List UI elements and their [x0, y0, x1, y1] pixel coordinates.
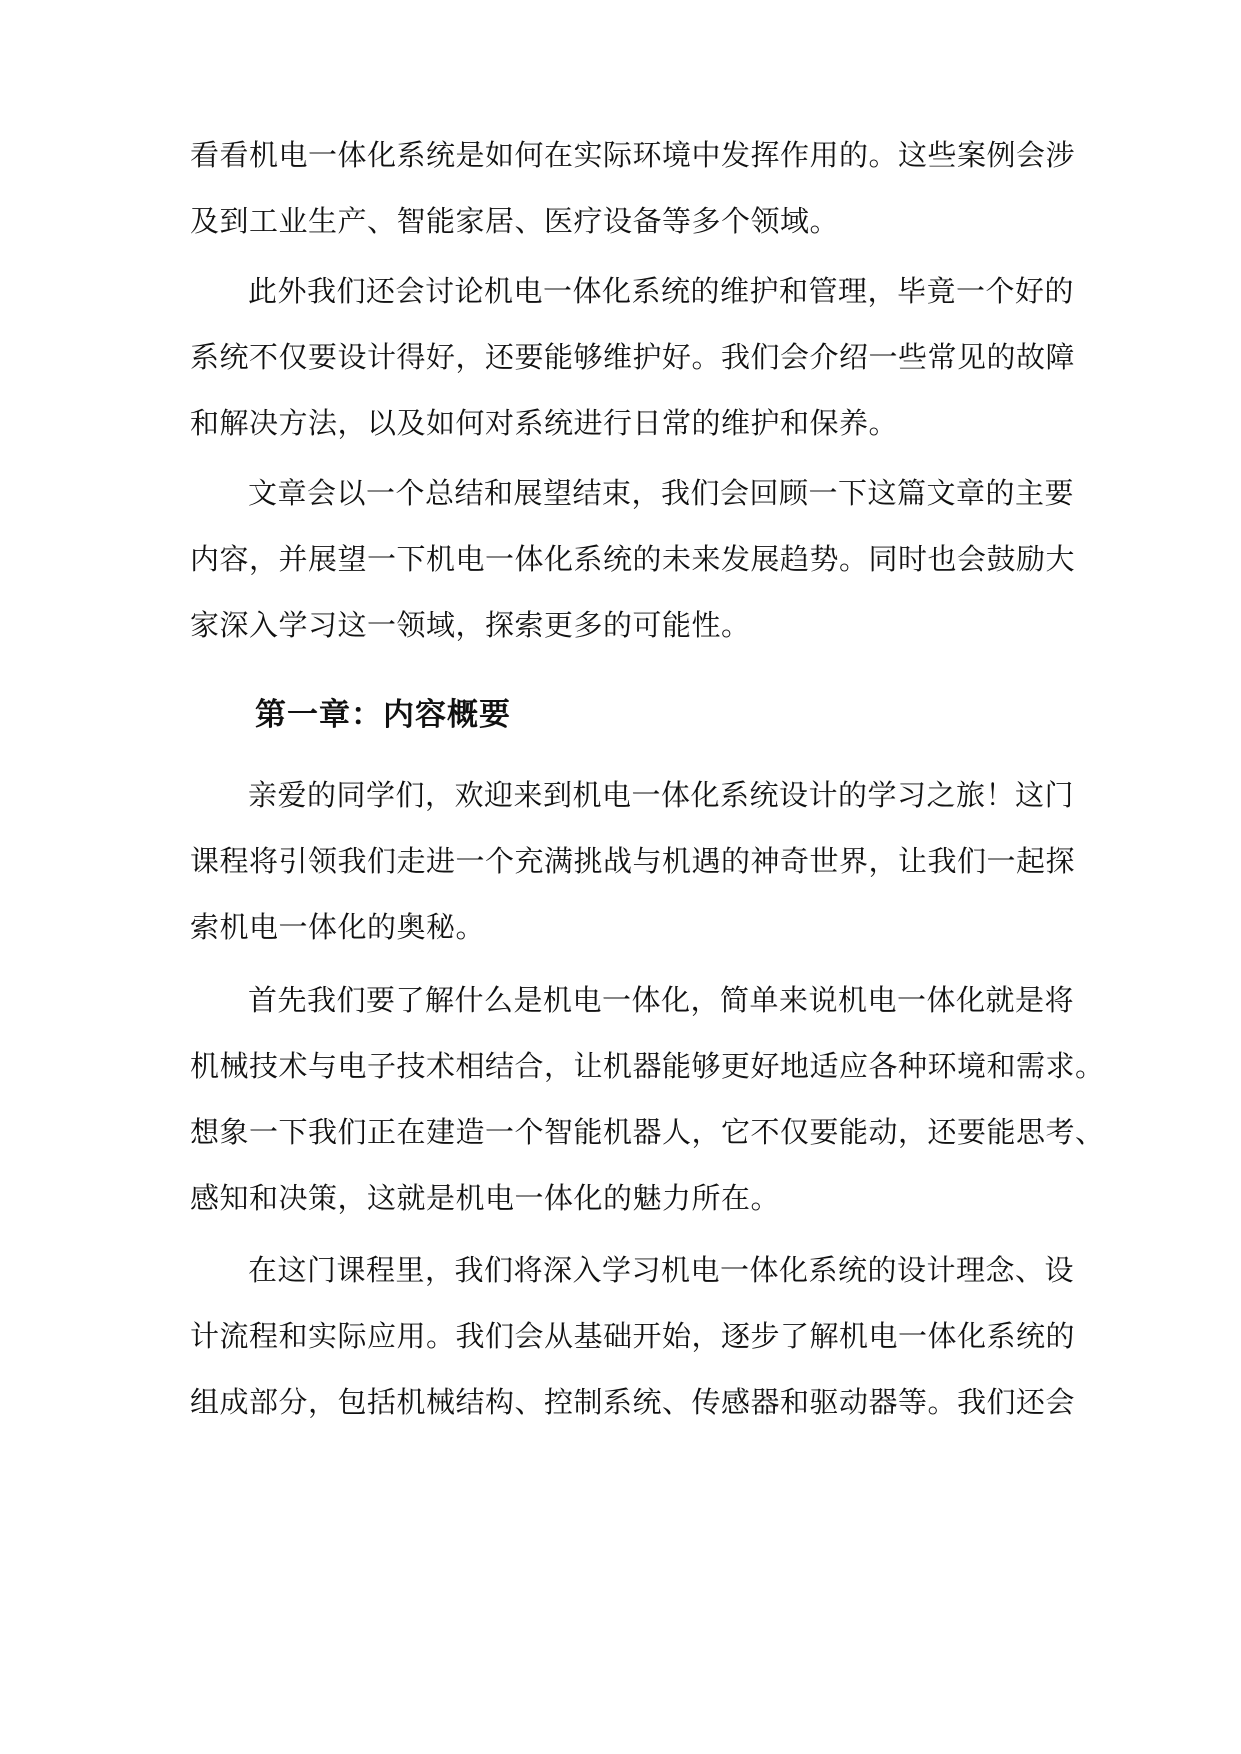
body-text-line: 家深入学习这一领域，探索更多的可能性。 [190, 608, 751, 642]
body-text-line: 课程将引领我们走进一个充满挑战与机遇的神奇世界，让我们一起探 [190, 844, 1076, 878]
body-text-line: 首先我们要了解什么是机电一体化，简单来说机电一体化就是将 [248, 983, 1075, 1017]
body-text-line: 在这门课程里，我们将深入学习机电一体化系统的设计理念、设 [248, 1253, 1075, 1287]
body-text-line: 看看机电一体化系统是如何在实际环境中发挥作用的。这些案例会涉 [190, 138, 1076, 172]
body-text-line: 此外我们还会讨论机电一体化系统的维护和管理，毕竟一个好的 [248, 274, 1075, 308]
body-text-line: 机械技术与电子技术相结合，让机器能够更好地适应各种环境和需求。 [190, 1049, 1105, 1083]
body-text-line: 想象一下我们正在建造一个智能机器人，它不仅要能动，还要能思考、 [190, 1115, 1105, 1149]
body-text-line: 和解决方法，以及如何对系统进行日常的维护和保养。 [190, 406, 899, 440]
body-text-line: 内容，并展望一下机电一体化系统的未来发展趋势。同时也会鼓励大 [190, 542, 1076, 576]
body-text-line: 组成部分，包括机械结构、控制系统、传感器和驱动器等。我们还会 [190, 1385, 1076, 1419]
body-text-line: 及到工业生产、智能家居、医疗设备等多个领域。 [190, 204, 840, 238]
body-text-line: 索机电一体化的奥秘。 [190, 910, 486, 944]
body-text-line: 感知和决策，这就是机电一体化的魅力所在。 [190, 1181, 781, 1215]
body-text-line: 亲爱的同学们，欢迎来到机电一体化系统设计的学习之旅！这门 [248, 778, 1075, 812]
body-text-line: 计流程和实际应用。我们会从基础开始，逐步了解机电一体化系统的 [190, 1319, 1076, 1353]
body-text-line: 系统不仅要设计得好，还要能够维护好。我们会介绍一些常见的故障 [190, 340, 1076, 374]
chapter-heading: 第一章：内容概要 [255, 697, 511, 733]
body-text-line: 文章会以一个总结和展望结束，我们会回顾一下这篇文章的主要 [248, 476, 1075, 510]
